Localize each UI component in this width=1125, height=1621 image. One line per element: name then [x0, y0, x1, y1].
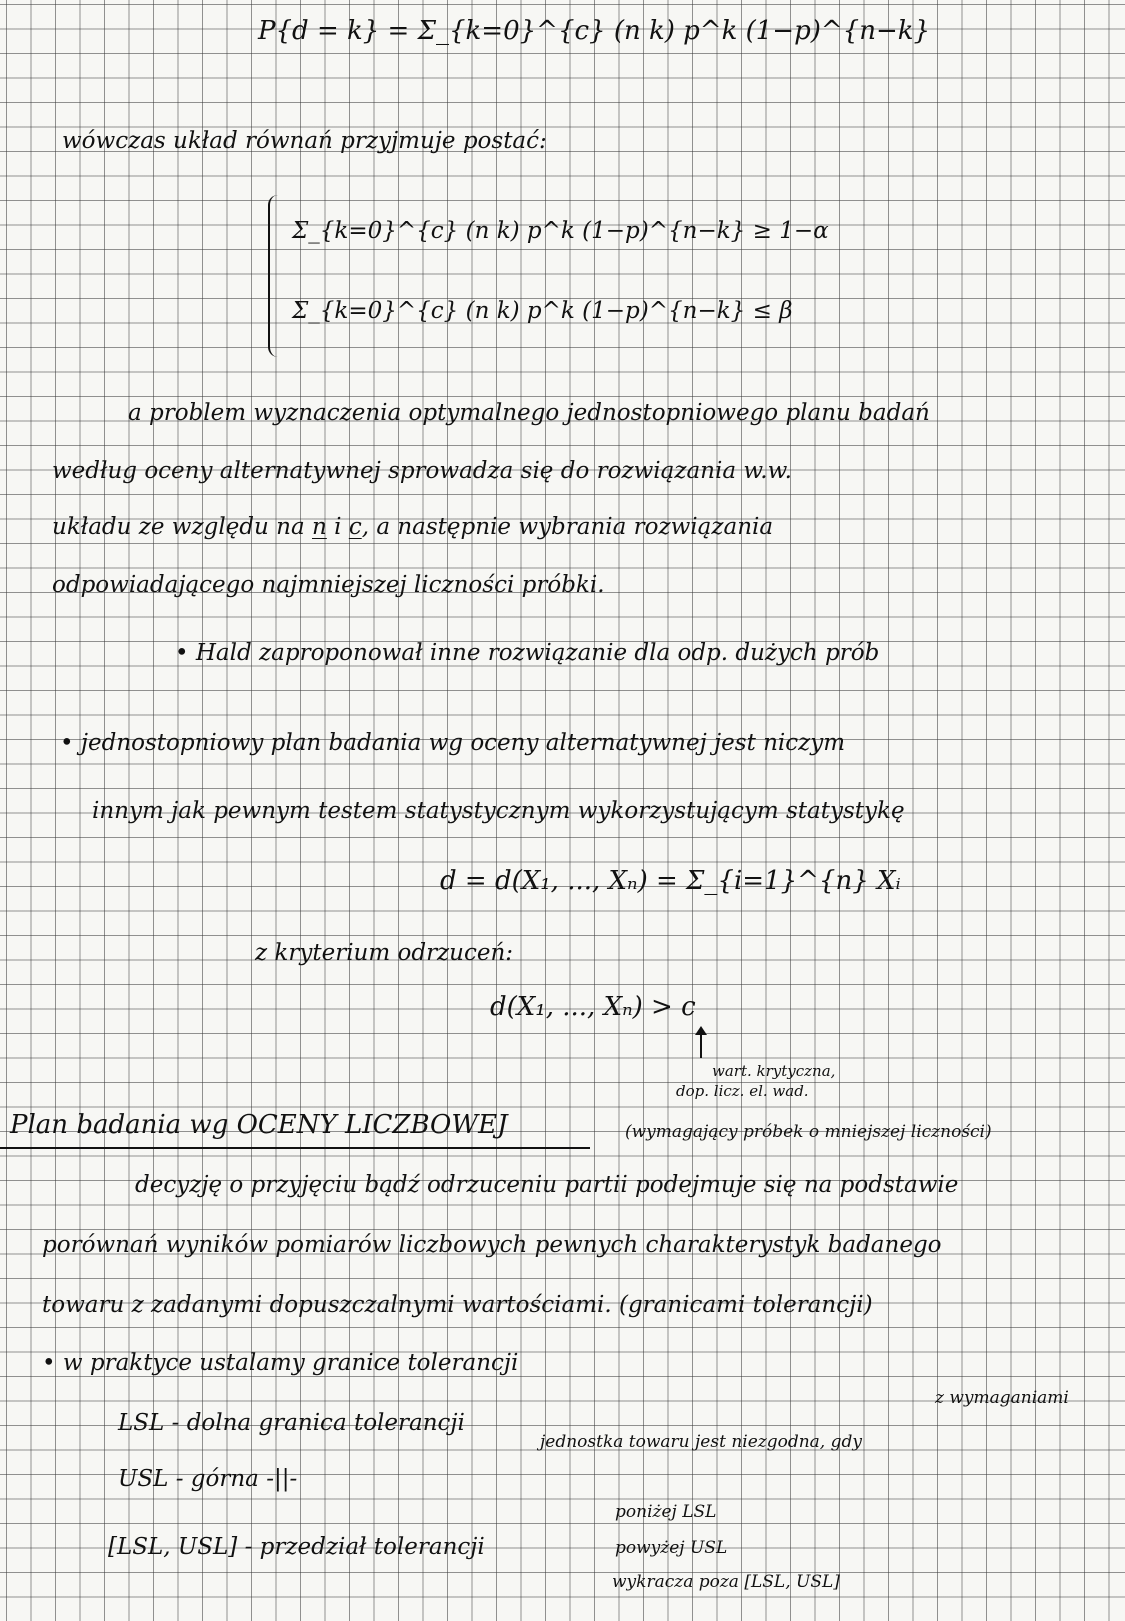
note-requirements: z wymaganiami [935, 1388, 1069, 1408]
bullet-line: • jednostopniowy plan badania wg oceny alternatywnej jest niczym [60, 730, 846, 756]
text-line: wówczas układ równań przyjmuje postać: [62, 128, 547, 154]
text-line: decyzję o przyjęciu bądź odrzuceniu partii podejmuje się na podstawie [135, 1172, 959, 1198]
text-line: towaru z zadanymi dopuszczalnymi wartościami. (granicami tolerancji) [42, 1292, 873, 1318]
text-line: odpowiadającego najmniejszej liczności próbki. [52, 572, 605, 598]
text-fragment: układu ze względu na [52, 514, 312, 540]
formula-criterion: d(X₁, ..., Xₙ) > c [490, 992, 696, 1022]
bullet-line: • Hald zaproponował inne rozwiązanie dla odp. dużych prób [175, 640, 880, 666]
condition-outside-interval: wykracza poza [LSL, USL] [612, 1572, 840, 1592]
text-fragment: i [326, 514, 349, 540]
text-line [52, 514, 773, 540]
bullet-line: • w praktyce ustalamy granice tolerancji [42, 1350, 519, 1376]
formula-system-line-1: Σ_{k=0}^{c} (n k) p^k (1−p)^{n−k} ≥ 1−α [292, 218, 829, 244]
section-heading: Plan badania wg OCENY LICZBOWEJ [10, 1110, 508, 1140]
text-line: według oceny alternatywnej sprowadza się do rozwiązania w.w. [52, 458, 792, 484]
formula-probability: P{d = k} = Σ_{k=0}^{c} (n k) p^k (1−p)^{n−k} [258, 16, 931, 46]
condition-above-usl: powyżej USL [615, 1538, 728, 1558]
heading-underline [0, 1147, 590, 1149]
text-line: a problem wyznaczenia optymalnego jednostopniowego planu badań [128, 400, 930, 426]
text-line: innym jak pewnym testem statystycznym wykorzystującym statystykę [92, 798, 905, 824]
formula-system-line-2: Σ_{k=0}^{c} (n k) p^k (1−p)^{n−k} ≤ β [292, 298, 793, 324]
text-fragment: , a następnie wybrania rozwiązania [361, 514, 774, 540]
arrow-up-icon [700, 1032, 702, 1058]
nonconforming-intro: jednostka towaru jest niezgodna, gdy [540, 1432, 862, 1452]
definition-interval: [LSL, USL] - przedział tolerancji [108, 1534, 485, 1560]
definition-lsl: LSL - dolna granica tolerancji [118, 1410, 465, 1436]
variable-n: n [312, 514, 327, 540]
text-line: z kryterium odrzuceń: [255, 940, 514, 966]
note-allowed-defects: dop. licz. el. wad. [676, 1082, 809, 1100]
variable-c: c [348, 514, 362, 540]
definition-usl: USL - górna -||- [118, 1466, 298, 1492]
text-line: porównań wyników pomiarów liczbowych pewnych charakterystyk badanego [42, 1232, 942, 1258]
heading-note: (wymagający próbek o mniejszej liczności) [625, 1122, 992, 1142]
formula-statistic: d = d(X₁, ..., Xₙ) = Σ_{i=1}^{n} Xᵢ [440, 866, 901, 896]
note-critical-value: wart. krytyczna, [712, 1062, 836, 1080]
system-brace [268, 195, 280, 357]
condition-below-lsl: poniżej LSL [615, 1502, 717, 1522]
